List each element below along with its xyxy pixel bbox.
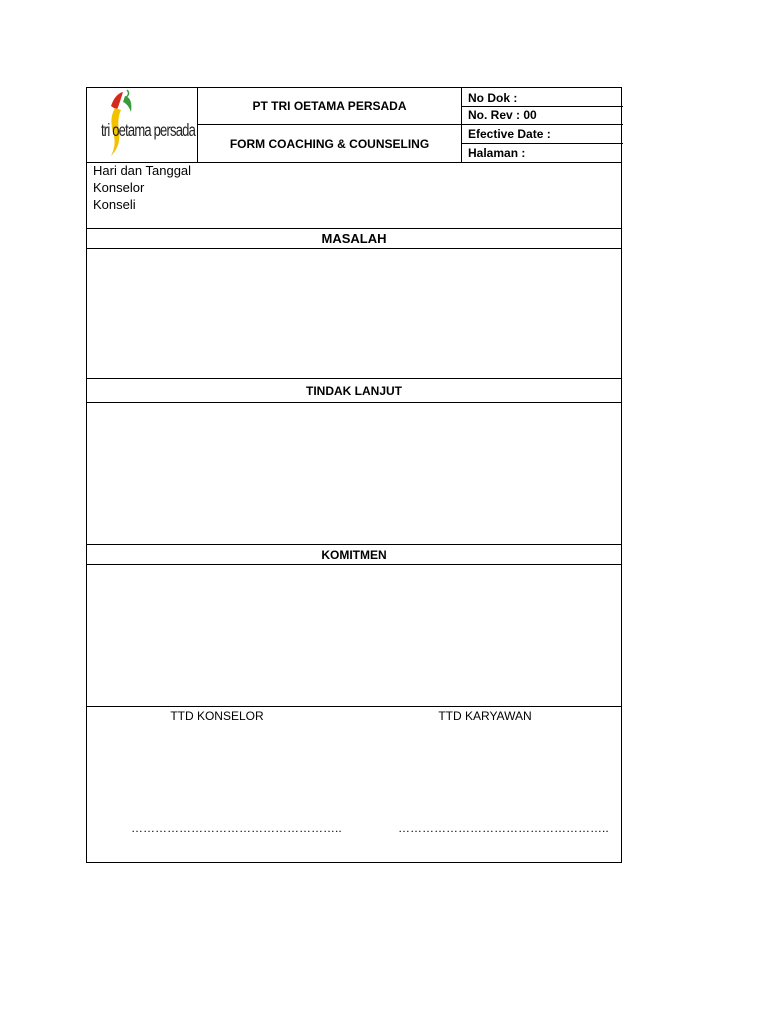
section-masalah: MASALAH — [321, 231, 387, 246]
label-konseli: Konseli — [93, 197, 136, 212]
label-hari-tanggal: Hari dan Tanggal — [93, 163, 192, 178]
company-name: PT TRI OETAMA PERSADA — [252, 99, 407, 113]
page-number: Halaman : — [468, 146, 526, 160]
signature-label-konselor: TTD KONSELOR — [170, 709, 264, 723]
company-logo — [87, 88, 197, 162]
doc-number: No Dok : — [468, 91, 518, 105]
signature-label-karyawan: TTD KARYAWAN — [438, 709, 532, 723]
form-title: FORM COACHING & COUNSELING — [229, 136, 430, 151]
masalah-content-area[interactable] — [87, 249, 621, 378]
signature-line-konselor[interactable]: …………………………………………….. — [131, 821, 342, 835]
coaching-counseling-form — [86, 87, 622, 863]
revision-number: No. Rev : 00 — [468, 108, 537, 122]
info-labels — [93, 162, 191, 213]
tindak-lanjut-content-area[interactable] — [87, 403, 621, 544]
signature-line-karyawan[interactable]: …………………………………………….. — [398, 821, 609, 835]
komitmen-content-area[interactable] — [87, 565, 621, 706]
section-komitmen: KOMITMEN — [321, 547, 387, 562]
effective-date: Efective Date : — [468, 127, 551, 141]
label-konselor: Konselor — [93, 180, 145, 195]
logo-wordmark: tri oetama persada — [101, 120, 195, 141]
section-tindak-lanjut: TINDAK LANJUT — [306, 383, 402, 398]
